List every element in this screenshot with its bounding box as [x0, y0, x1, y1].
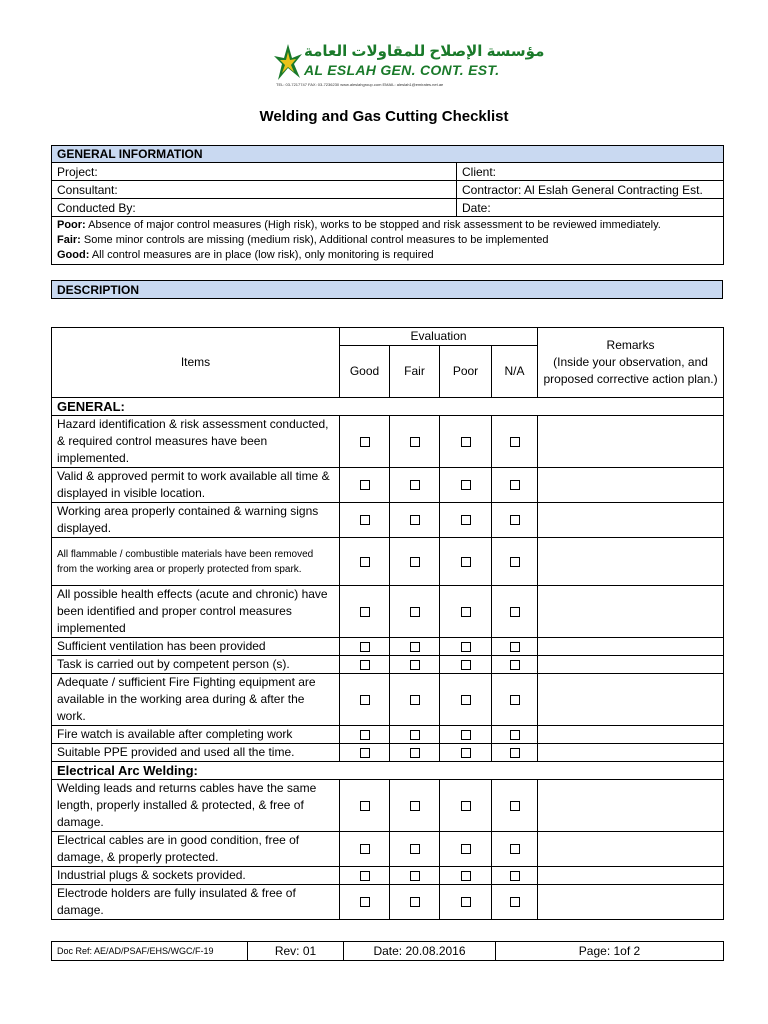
- evaluation-cell-fair: [390, 586, 440, 638]
- checklist-item-text: Welding leads and returns cables have the same length, properly installed & protected, & free of damage.: [52, 780, 340, 832]
- logo-english-name: AL ESLAH GEN. CONT. EST.: [304, 62, 500, 78]
- checkbox-poor[interactable]: [461, 801, 471, 811]
- remarks-cell[interactable]: [538, 638, 724, 656]
- evaluation-cell-poor: [440, 885, 492, 920]
- evaluation-cell-poor: [440, 780, 492, 832]
- checklist-item-text: Suitable PPE provided and used all the time.: [52, 744, 340, 762]
- evaluation-cell-na: [492, 885, 538, 920]
- checkbox-poor[interactable]: [461, 844, 471, 854]
- checkbox-na[interactable]: [510, 844, 520, 854]
- evaluation-cell-na: [492, 780, 538, 832]
- evaluation-cell-poor: [440, 503, 492, 538]
- remarks-cell[interactable]: [538, 586, 724, 638]
- checkbox-poor[interactable]: [461, 642, 471, 652]
- evaluation-cell-good: [340, 656, 390, 674]
- checkbox-good[interactable]: [360, 801, 370, 811]
- remarks-cell[interactable]: [538, 674, 724, 726]
- checkbox-good[interactable]: [360, 871, 370, 881]
- checklist-item-text: Hazard identification & risk assessment conducted, & required control measures have been implemented.: [52, 416, 340, 468]
- checkbox-na[interactable]: [510, 480, 520, 490]
- checklist-item-text: Electrode holders are fully insulated & free of damage.: [52, 885, 340, 920]
- checkbox-na[interactable]: [510, 871, 520, 881]
- checkbox-na[interactable]: [510, 801, 520, 811]
- evaluation-header: Evaluation: [340, 328, 538, 346]
- checkbox-fair[interactable]: [410, 557, 420, 567]
- evaluation-cell-poor: [440, 638, 492, 656]
- evaluation-cell-poor: [440, 726, 492, 744]
- checkbox-poor[interactable]: [461, 515, 471, 525]
- checklist-row: [52, 832, 724, 867]
- checklist-row: [52, 503, 724, 538]
- document-title: Welding and Gas Cutting Checklist: [259, 108, 509, 125]
- evaluation-cell-fair: [390, 867, 440, 885]
- evaluation-cell-good: [340, 416, 390, 468]
- contractor-field[interactable]: Contractor: Al Eslah General Contracting Est.: [457, 181, 724, 199]
- legend-poor: Poor: Absence of major control measures (High risk), works to be stopped and risk assessment to be reviewed immediately.: [57, 219, 661, 231]
- evaluation-cell-good: [340, 674, 390, 726]
- evaluation-cell-na: [492, 744, 538, 762]
- checkbox-poor[interactable]: [461, 557, 471, 567]
- checkbox-fair[interactable]: [410, 730, 420, 740]
- checkbox-good[interactable]: [360, 437, 370, 447]
- footer-date: Date: 20.08.2016: [344, 942, 496, 961]
- checkbox-good[interactable]: [360, 607, 370, 617]
- checkbox-na[interactable]: [510, 748, 520, 758]
- checkbox-na[interactable]: [510, 557, 520, 567]
- checkbox-na[interactable]: [510, 897, 520, 907]
- checkbox-fair[interactable]: [410, 801, 420, 811]
- checklist-row: [52, 638, 724, 656]
- checkbox-na[interactable]: [510, 695, 520, 705]
- consultant-field[interactable]: Consultant:: [52, 181, 457, 199]
- checkbox-fair[interactable]: [410, 748, 420, 758]
- checklist-item-text: All possible health effects (acute and chronic) have been identified and proper control measures implemented: [52, 586, 340, 638]
- evaluation-cell-fair: [390, 726, 440, 744]
- checkbox-good[interactable]: [360, 695, 370, 705]
- checklist-item-text: Fire watch is available after completing work: [52, 726, 340, 744]
- evaluation-cell-good: [340, 780, 390, 832]
- checklist-item-text: Task is carried out by competent person (s).: [52, 656, 340, 674]
- checklist-body: [52, 398, 724, 920]
- checkbox-fair[interactable]: [410, 607, 420, 617]
- checklist-row: [52, 744, 724, 762]
- general-information-header: GENERAL INFORMATION: [52, 146, 724, 163]
- project-field[interactable]: Project:: [52, 163, 457, 181]
- evaluation-cell-poor: [440, 468, 492, 503]
- checkbox-fair[interactable]: [410, 897, 420, 907]
- description-table: [51, 280, 723, 299]
- column-fair: Fair: [390, 346, 440, 398]
- checkbox-good[interactable]: [360, 730, 370, 740]
- evaluation-cell-poor: [440, 586, 492, 638]
- evaluation-cell-na: [492, 832, 538, 867]
- checkbox-good[interactable]: [360, 515, 370, 525]
- evaluation-cell-fair: [390, 656, 440, 674]
- section-title: Electrical Arc Welding:: [52, 762, 724, 780]
- remarks-cell[interactable]: [538, 744, 724, 762]
- rating-legend: [52, 217, 724, 265]
- company-logo: [274, 42, 545, 92]
- column-na: N/A: [492, 346, 538, 398]
- checkbox-fair[interactable]: [410, 515, 420, 525]
- document-footer: [51, 941, 724, 961]
- items-header: Items: [52, 328, 340, 398]
- doc-ref: Doc Ref: AE/AD/PSAF/EHS/WGC/F-19: [52, 942, 248, 961]
- description-header: DESCRIPTION: [52, 281, 723, 299]
- evaluation-cell-poor: [440, 832, 492, 867]
- remarks-cell[interactable]: [538, 726, 724, 744]
- checkbox-na[interactable]: [510, 730, 520, 740]
- checkbox-good[interactable]: [360, 748, 370, 758]
- remarks-cell[interactable]: [538, 416, 724, 468]
- checkbox-na[interactable]: [510, 660, 520, 670]
- evaluation-cell-good: [340, 638, 390, 656]
- evaluation-cell-na: [492, 586, 538, 638]
- evaluation-cell-poor: [440, 656, 492, 674]
- column-poor: Poor: [440, 346, 492, 398]
- evaluation-cell-na: [492, 538, 538, 586]
- checklist-row: [52, 586, 724, 638]
- evaluation-cell-fair: [390, 638, 440, 656]
- checkbox-good[interactable]: [360, 844, 370, 854]
- evaluation-cell-good: [340, 726, 390, 744]
- remarks-cell[interactable]: [538, 538, 724, 586]
- checkbox-poor[interactable]: [461, 695, 471, 705]
- evaluation-cell-fair: [390, 885, 440, 920]
- checkbox-na[interactable]: [510, 437, 520, 447]
- logo-arabic-name: مؤسسة الإصلاح للمقاولات العامة: [304, 43, 545, 60]
- checklist-row: [52, 468, 724, 503]
- checklist-item-text: Valid & approved permit to work available all time & displayed in visible location.: [52, 468, 340, 503]
- evaluation-cell-good: [340, 867, 390, 885]
- checkbox-fair[interactable]: [410, 844, 420, 854]
- checkbox-poor[interactable]: [461, 897, 471, 907]
- checklist-row: [52, 538, 724, 586]
- section-row: [52, 398, 724, 416]
- checkbox-fair[interactable]: [410, 871, 420, 881]
- evaluation-cell-poor: [440, 538, 492, 586]
- evaluation-cell-na: [492, 674, 538, 726]
- remarks-cell[interactable]: [538, 780, 724, 832]
- legend-good: Good: All control measures are in place (low risk), only monitoring is required: [57, 249, 434, 261]
- checkbox-good[interactable]: [360, 660, 370, 670]
- evaluation-cell-good: [340, 832, 390, 867]
- checkbox-good[interactable]: [360, 557, 370, 567]
- remarks-cell[interactable]: [538, 468, 724, 503]
- remarks-header: [538, 328, 724, 398]
- checklist-item-text: Sufficient ventilation has been provided: [52, 638, 340, 656]
- checklist-item-text: Industrial plugs & sockets provided.: [52, 867, 340, 885]
- evaluation-cell-good: [340, 885, 390, 920]
- evaluation-cell-na: [492, 468, 538, 503]
- checkbox-poor[interactable]: [461, 871, 471, 881]
- evaluation-cell-fair: [390, 674, 440, 726]
- checklist-item-text: All flammable / combustible materials have been removed from the working area or properly protected from spark.: [52, 538, 340, 586]
- checkbox-poor[interactable]: [461, 748, 471, 758]
- checklist-table: [51, 327, 724, 920]
- checklist-row: [52, 885, 724, 920]
- checklist-item-text: Working area properly contained & warning signs displayed.: [52, 503, 340, 538]
- checkbox-poor[interactable]: [461, 660, 471, 670]
- evaluation-cell-fair: [390, 780, 440, 832]
- checkbox-good[interactable]: [360, 897, 370, 907]
- checkbox-poor[interactable]: [461, 480, 471, 490]
- general-information-table: [51, 145, 724, 265]
- checklist-item-text: Electrical cables are in good condition, free of damage, & properly protected.: [52, 832, 340, 867]
- evaluation-cell-good: [340, 538, 390, 586]
- remarks-cell[interactable]: [538, 656, 724, 674]
- checkbox-good[interactable]: [360, 480, 370, 490]
- evaluation-cell-na: [492, 656, 538, 674]
- revision: Rev: 01: [248, 942, 344, 961]
- checklist-row: [52, 656, 724, 674]
- evaluation-cell-poor: [440, 674, 492, 726]
- section-row: [52, 762, 724, 780]
- checkbox-good[interactable]: [360, 642, 370, 652]
- evaluation-cell-na: [492, 867, 538, 885]
- evaluation-cell-fair: [390, 744, 440, 762]
- client-field[interactable]: Client:: [457, 163, 724, 181]
- checkbox-poor[interactable]: [461, 437, 471, 447]
- checkbox-fair[interactable]: [410, 642, 420, 652]
- evaluation-cell-poor: [440, 744, 492, 762]
- evaluation-cell-fair: [390, 503, 440, 538]
- evaluation-cell-good: [340, 468, 390, 503]
- evaluation-cell-na: [492, 503, 538, 538]
- checkbox-fair[interactable]: [410, 437, 420, 447]
- checkbox-fair[interactable]: [410, 695, 420, 705]
- logo-emblem-icon: [274, 44, 302, 82]
- legend-fair: Fair: Some minor controls are missing (medium risk), Additional control measures to be implemented: [57, 234, 549, 246]
- evaluation-cell-fair: [390, 468, 440, 503]
- evaluation-cell-fair: [390, 416, 440, 468]
- checklist-row: [52, 416, 724, 468]
- remarks-cell[interactable]: [538, 867, 724, 885]
- logo-contact-line: TEL: 03-7217747 FAX: 03-7236230 www.aleslahgroup.com EMAIL: aleslah1@emirates.net.ae: [276, 82, 444, 87]
- remarks-title: Remarks: [606, 338, 655, 352]
- evaluation-cell-good: [340, 744, 390, 762]
- evaluation-cell-na: [492, 726, 538, 744]
- checkbox-na[interactable]: [510, 642, 520, 652]
- evaluation-cell-fair: [390, 832, 440, 867]
- checklist-row: [52, 867, 724, 885]
- conducted-by-field[interactable]: Conducted By:: [52, 199, 457, 217]
- checklist-item-text: Adequate / sufficient Fire Fighting equipment are available in the working area during & after the work.: [52, 674, 340, 726]
- date-field[interactable]: Date:: [457, 199, 724, 217]
- column-good: Good: [340, 346, 390, 398]
- remarks-subtitle: (Inside your observation, and proposed corrective action plan.): [543, 355, 718, 386]
- checklist-row: [52, 780, 724, 832]
- evaluation-cell-poor: [440, 416, 492, 468]
- remarks-cell[interactable]: [538, 885, 724, 920]
- page-number: Page: 1of 2: [496, 942, 724, 961]
- evaluation-cell-na: [492, 416, 538, 468]
- checklist-row: [52, 674, 724, 726]
- checkbox-na[interactable]: [510, 515, 520, 525]
- evaluation-cell-na: [492, 638, 538, 656]
- checklist-row: [52, 726, 724, 744]
- checkbox-poor[interactable]: [461, 730, 471, 740]
- evaluation-cell-poor: [440, 867, 492, 885]
- section-title: GENERAL:: [52, 398, 724, 416]
- checkbox-fair[interactable]: [410, 660, 420, 670]
- remarks-cell[interactable]: [538, 832, 724, 867]
- evaluation-cell-good: [340, 586, 390, 638]
- remarks-cell[interactable]: [538, 503, 724, 538]
- evaluation-cell-good: [340, 503, 390, 538]
- checkbox-fair[interactable]: [410, 480, 420, 490]
- checkbox-poor[interactable]: [461, 607, 471, 617]
- evaluation-cell-fair: [390, 538, 440, 586]
- checkbox-na[interactable]: [510, 607, 520, 617]
